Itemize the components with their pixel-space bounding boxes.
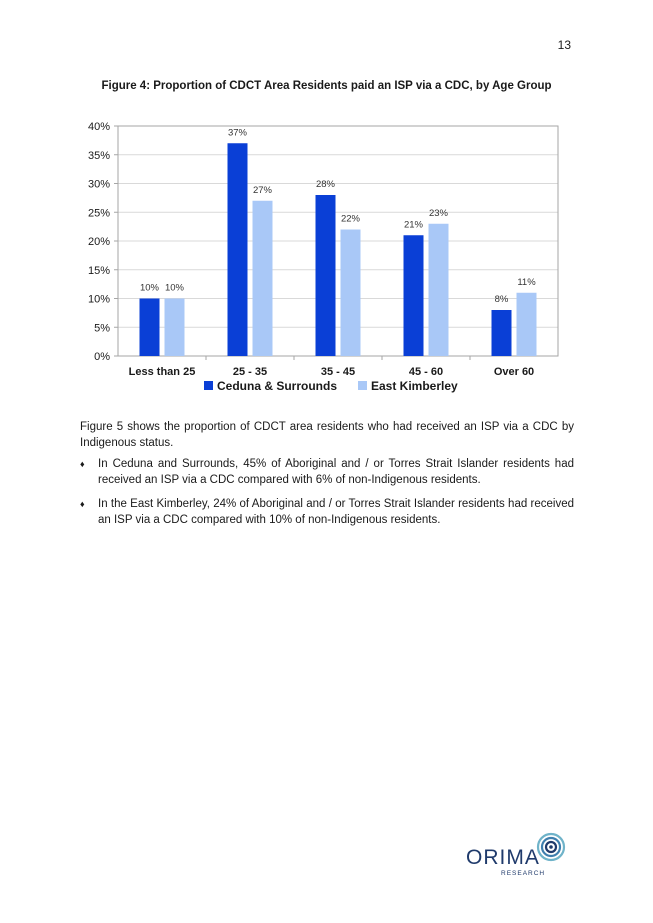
y-tick-label: 25% <box>87 207 110 220</box>
legend-swatch <box>204 381 213 390</box>
data-label: 28% <box>315 179 336 190</box>
x-category-label: Less than 25 <box>128 366 196 378</box>
diamond-bullet-icon: ♦ <box>80 459 85 469</box>
y-tick-label: 0% <box>94 351 110 363</box>
bar-east-kimberley <box>517 293 537 356</box>
bar-east-kimberley <box>165 299 185 357</box>
bullet-list <box>80 456 574 536</box>
y-tick-label: 40% <box>87 121 110 133</box>
x-category-label: 45 - 60 <box>408 366 444 378</box>
data-label: 22% <box>340 213 361 225</box>
y-tick-label: 20% <box>87 236 110 248</box>
logo-subtitle: RESEARCH <box>501 870 546 877</box>
bullet-text: In Ceduna and Surrounds, 45% of Aboriginal and / or Torres Strait Islander residents had received an ISP via a CDC compared with 6% of non-Indigenous residents. <box>98 458 574 486</box>
bar-east-kimberley <box>253 201 273 356</box>
data-label: 21% <box>403 219 424 231</box>
bullet-item <box>80 496 574 528</box>
logo-wordmark: ORIMA <box>466 846 540 869</box>
data-label: 10% <box>164 282 185 294</box>
bar-ceduna <box>316 195 336 356</box>
chart-bars <box>140 143 537 356</box>
y-tick-label: 30% <box>87 178 110 191</box>
bar-ceduna <box>228 143 248 356</box>
page-number: 13 <box>557 38 571 52</box>
y-tick-label: 5% <box>94 322 110 335</box>
data-label: 10% <box>139 282 160 294</box>
data-label: 11% <box>517 276 536 288</box>
figure-title: Figure 4: Proportion of CDCT Area Residents paid an ISP via a CDC, by Age Group <box>101 80 552 92</box>
logo-rings-icon <box>536 832 566 862</box>
diamond-bullet-icon: ♦ <box>80 499 85 509</box>
bar-ceduna <box>140 299 160 357</box>
y-tick-label: 10% <box>87 293 110 306</box>
x-category-label: 25 - 35 <box>232 366 268 378</box>
bar-east-kimberley <box>429 224 449 356</box>
orima-logo <box>466 832 566 880</box>
figure-5-paragraph: Figure 5 shows the proportion of CDCT area residents who had received an ISP via a CDC by Indigenous status. <box>80 421 574 449</box>
data-label: 27% <box>252 184 273 196</box>
bar-chart <box>0 0 653 400</box>
bar-ceduna <box>492 310 512 356</box>
legend-swatch <box>358 381 367 390</box>
data-label: 37% <box>227 127 248 139</box>
y-tick-label: 15% <box>87 264 110 277</box>
data-label: 8% <box>494 294 509 305</box>
legend-label: Ceduna & Surrounds <box>217 379 338 393</box>
bullet-item <box>80 456 574 488</box>
data-label: 23% <box>428 207 449 219</box>
bar-east-kimberley <box>341 230 361 357</box>
chart-legend <box>204 379 458 393</box>
x-category-label: Over 60 <box>493 366 535 378</box>
legend-label: East Kimberley <box>371 379 458 393</box>
x-category-label: 35 - 45 <box>320 366 356 378</box>
y-tick-label: 35% <box>87 149 110 162</box>
bar-ceduna <box>404 235 424 356</box>
bullet-text: In the East Kimberley, 24% of Aboriginal and / or Torres Strait Islander residents had received an ISP via a CDC compared with 10% of non-Indigenous residents. <box>98 498 574 526</box>
